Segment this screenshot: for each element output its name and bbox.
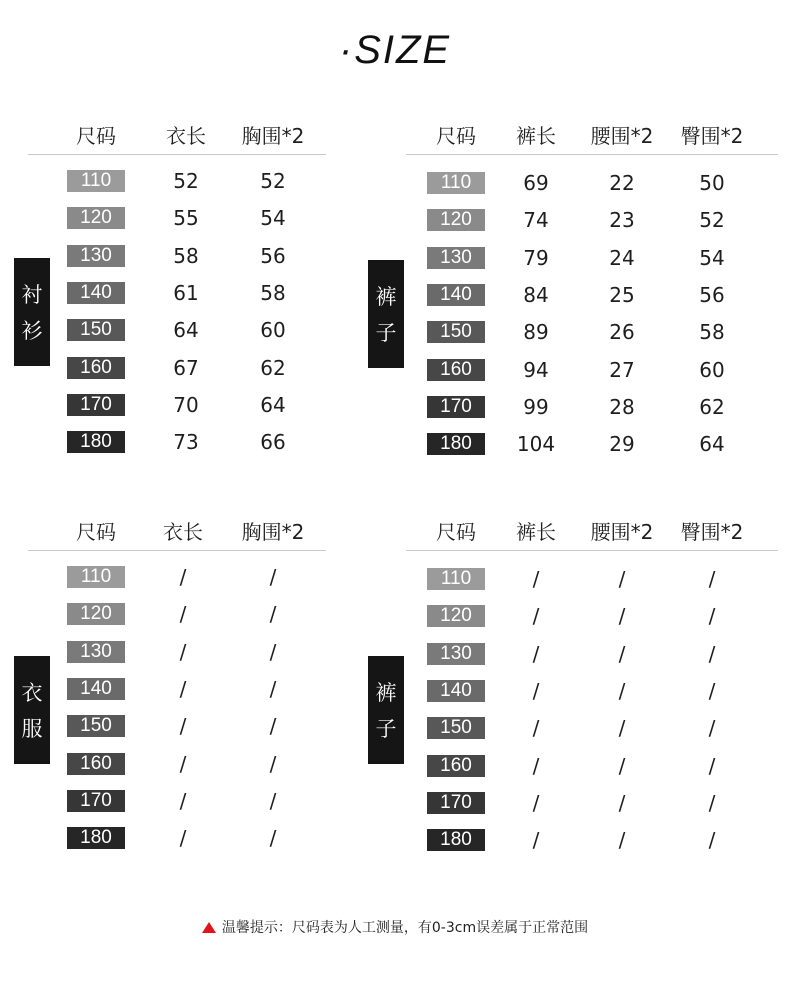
column-header: 胸围*2 — [241, 124, 305, 148]
measurement-value: / — [618, 790, 626, 815]
measurement-value: 84 — [523, 282, 549, 307]
measurement-value: 70 — [173, 392, 199, 417]
measurement-value: / — [618, 678, 626, 703]
category-char: 子 — [375, 321, 397, 345]
table-header — [406, 516, 778, 544]
table-row — [406, 172, 778, 196]
measurement-value: 52 — [173, 169, 199, 193]
table-row — [28, 319, 326, 343]
measurement-value: / — [708, 790, 716, 815]
measurement-value: / — [179, 676, 187, 701]
measurement-value: 67 — [173, 355, 199, 380]
measurement-value: 52 — [260, 169, 286, 193]
table-row — [28, 357, 326, 381]
measurement-value: / — [179, 826, 187, 851]
table-row — [28, 431, 326, 455]
size-badge: 170 — [427, 396, 485, 418]
size-badge: 170 — [67, 394, 125, 416]
column-header: 臀围*2 — [680, 124, 744, 148]
category-char: 衬 — [21, 283, 43, 307]
size-badge: 120 — [427, 605, 485, 627]
measurement-value: 66 — [260, 430, 286, 455]
table-row — [406, 755, 778, 779]
measurement-value: / — [708, 753, 716, 778]
size-table — [21, 516, 326, 876]
column-header: 尺码 — [436, 520, 476, 544]
table-row — [28, 641, 326, 665]
measurement-value: 74 — [523, 208, 549, 233]
table-row — [406, 568, 778, 592]
measurement-value: / — [618, 828, 626, 853]
size-badge: 180 — [67, 431, 125, 453]
size-table — [375, 120, 778, 480]
column-header: 尺码 — [76, 124, 116, 148]
table-row — [406, 643, 778, 667]
column-header: 衣长 — [163, 520, 203, 544]
table-row — [406, 433, 778, 457]
measurement-value: / — [269, 565, 277, 589]
measurement-value: 54 — [699, 245, 725, 270]
measurement-value: 23 — [609, 208, 635, 233]
category-char: 衫 — [21, 319, 43, 343]
column-header: 裤长 — [516, 520, 556, 544]
header-divider — [28, 154, 326, 155]
measurement-value: / — [708, 604, 716, 629]
measurement-value: 99 — [523, 394, 549, 419]
measurement-value: 104 — [516, 432, 556, 457]
column-header: 裤长 — [516, 124, 556, 148]
table-row — [406, 680, 778, 704]
measurement-value: 56 — [260, 243, 286, 268]
measurement-value: 56 — [699, 282, 725, 307]
measurement-value: 22 — [609, 171, 635, 195]
measurement-value: / — [532, 753, 540, 778]
table-row — [28, 566, 326, 590]
table-row — [28, 827, 326, 851]
table-row — [28, 170, 326, 194]
measurement-value: / — [618, 716, 626, 741]
measurement-value: 58 — [260, 280, 286, 305]
measurement-value: / — [269, 639, 277, 664]
measurement-value: / — [179, 714, 187, 739]
table-row — [28, 394, 326, 418]
size-badge: 180 — [427, 829, 485, 851]
size-badge: 180 — [67, 827, 125, 849]
category-label — [14, 656, 50, 764]
warning-triangle-icon — [202, 922, 216, 933]
table-row — [28, 207, 326, 231]
size-badge: 120 — [67, 603, 125, 625]
category-char: 子 — [375, 717, 397, 741]
note — [0, 917, 790, 937]
table-row — [406, 792, 778, 816]
measurement-value: 58 — [173, 243, 199, 268]
size-table — [375, 516, 778, 876]
size-badge: 180 — [427, 433, 485, 455]
size-badge: 130 — [427, 643, 485, 665]
measurement-value: / — [708, 678, 716, 703]
table-row — [406, 829, 778, 853]
table-row — [28, 790, 326, 814]
measurement-value: / — [708, 641, 716, 666]
measurement-value: 54 — [260, 206, 286, 231]
table-row — [406, 396, 778, 420]
size-badge: 120 — [67, 207, 125, 229]
measurement-value: 64 — [173, 318, 199, 343]
column-header: 衣长 — [166, 124, 206, 148]
measurement-value: 73 — [173, 430, 199, 455]
measurement-value: 24 — [609, 245, 635, 270]
size-badge: 130 — [67, 641, 125, 663]
header-divider — [28, 550, 326, 551]
measurement-value: 94 — [523, 357, 549, 382]
measurement-value: / — [708, 716, 716, 741]
table-row — [406, 284, 778, 308]
measurement-value: / — [532, 716, 540, 741]
category-label — [368, 260, 404, 368]
size-badge: 110 — [427, 568, 485, 590]
measurement-value: / — [532, 641, 540, 666]
category-label — [368, 656, 404, 764]
size-badge: 110 — [427, 172, 485, 194]
size-badge: 160 — [427, 755, 485, 777]
measurement-value: 28 — [609, 394, 635, 419]
size-badge: 110 — [67, 566, 125, 588]
measurement-value: 62 — [260, 355, 286, 380]
size-badge: 150 — [427, 321, 485, 343]
table-row — [28, 678, 326, 702]
table-row — [406, 605, 778, 629]
table-row — [28, 282, 326, 306]
size-badge: 160 — [427, 359, 485, 381]
measurement-value: / — [179, 639, 187, 664]
size-table — [21, 120, 326, 480]
measurement-value: / — [618, 604, 626, 629]
measurement-value: 79 — [523, 245, 549, 270]
measurement-value: / — [269, 602, 277, 627]
column-header: 胸围*2 — [241, 520, 305, 544]
size-badge: 170 — [427, 792, 485, 814]
size-badge: 160 — [67, 357, 125, 379]
size-badge: 160 — [67, 753, 125, 775]
measurement-value: 52 — [699, 208, 725, 233]
measurement-value: / — [532, 567, 540, 591]
category-char: 裤 — [375, 681, 397, 705]
measurement-value: / — [532, 604, 540, 629]
table-header — [406, 120, 778, 148]
size-badge: 140 — [427, 680, 485, 702]
column-header: 臀围*2 — [680, 520, 744, 544]
measurement-value: 58 — [699, 320, 725, 345]
measurement-value: 26 — [609, 320, 635, 345]
table-row — [28, 245, 326, 269]
category-char: 衣 — [21, 681, 43, 705]
page-title: ·SIZE — [338, 28, 452, 72]
measurement-value: / — [532, 790, 540, 815]
size-badge: 170 — [67, 790, 125, 812]
size-badge: 140 — [67, 678, 125, 700]
measurement-value: 55 — [173, 206, 199, 231]
measurement-value: / — [708, 828, 716, 853]
measurement-value: 60 — [699, 357, 725, 382]
size-badge: 150 — [427, 717, 485, 739]
measurement-value: / — [269, 826, 277, 851]
measurement-value: / — [269, 676, 277, 701]
table-header — [28, 120, 326, 148]
measurement-value: 25 — [609, 282, 635, 307]
table-row — [406, 717, 778, 741]
table-row — [406, 209, 778, 233]
measurement-value: / — [618, 753, 626, 778]
table-header — [28, 516, 326, 544]
size-badge: 130 — [67, 245, 125, 267]
measurement-value: 29 — [609, 432, 635, 457]
category-char: 服 — [21, 717, 43, 741]
table-row — [406, 359, 778, 383]
table-row — [28, 753, 326, 777]
note-text: 温馨提示：尺码表为人工测量，有0-3cm误差属于正常范围 — [221, 920, 589, 936]
measurement-value: 60 — [260, 318, 286, 343]
measurement-value: / — [708, 567, 716, 591]
size-badge: 130 — [427, 247, 485, 269]
measurement-value: 64 — [260, 392, 286, 417]
category-char: 裤 — [375, 285, 397, 309]
measurement-value: 61 — [173, 280, 199, 305]
measurement-value: / — [269, 751, 277, 776]
measurement-value: / — [532, 828, 540, 853]
measurement-value: 69 — [523, 171, 549, 195]
column-header: 腰围*2 — [590, 124, 654, 148]
table-row — [406, 247, 778, 271]
measurement-value: / — [269, 714, 277, 739]
measurement-value: / — [179, 565, 187, 589]
size-badge: 150 — [67, 319, 125, 341]
measurement-value: 27 — [609, 357, 635, 382]
measurement-value: 62 — [699, 394, 725, 419]
column-header: 尺码 — [436, 124, 476, 148]
measurement-value: / — [179, 788, 187, 813]
header-divider — [406, 550, 778, 551]
size-badge: 150 — [67, 715, 125, 737]
measurement-value: / — [269, 788, 277, 813]
measurement-value: / — [179, 751, 187, 776]
measurement-value: / — [179, 602, 187, 627]
measurement-value: / — [532, 678, 540, 703]
size-badge: 140 — [427, 284, 485, 306]
measurement-value: / — [618, 641, 626, 666]
measurement-value: 64 — [699, 432, 725, 457]
measurement-value: 50 — [699, 171, 725, 195]
column-header: 尺码 — [76, 520, 116, 544]
measurement-value: 89 — [523, 320, 549, 345]
size-badge: 110 — [67, 170, 125, 192]
size-badge: 140 — [67, 282, 125, 304]
column-header: 腰围*2 — [590, 520, 654, 544]
table-row — [28, 715, 326, 739]
category-label — [14, 258, 50, 366]
header-divider — [406, 154, 778, 155]
measurement-value: / — [618, 567, 626, 591]
size-badge: 120 — [427, 209, 485, 231]
table-row — [28, 603, 326, 627]
table-row — [406, 321, 778, 345]
